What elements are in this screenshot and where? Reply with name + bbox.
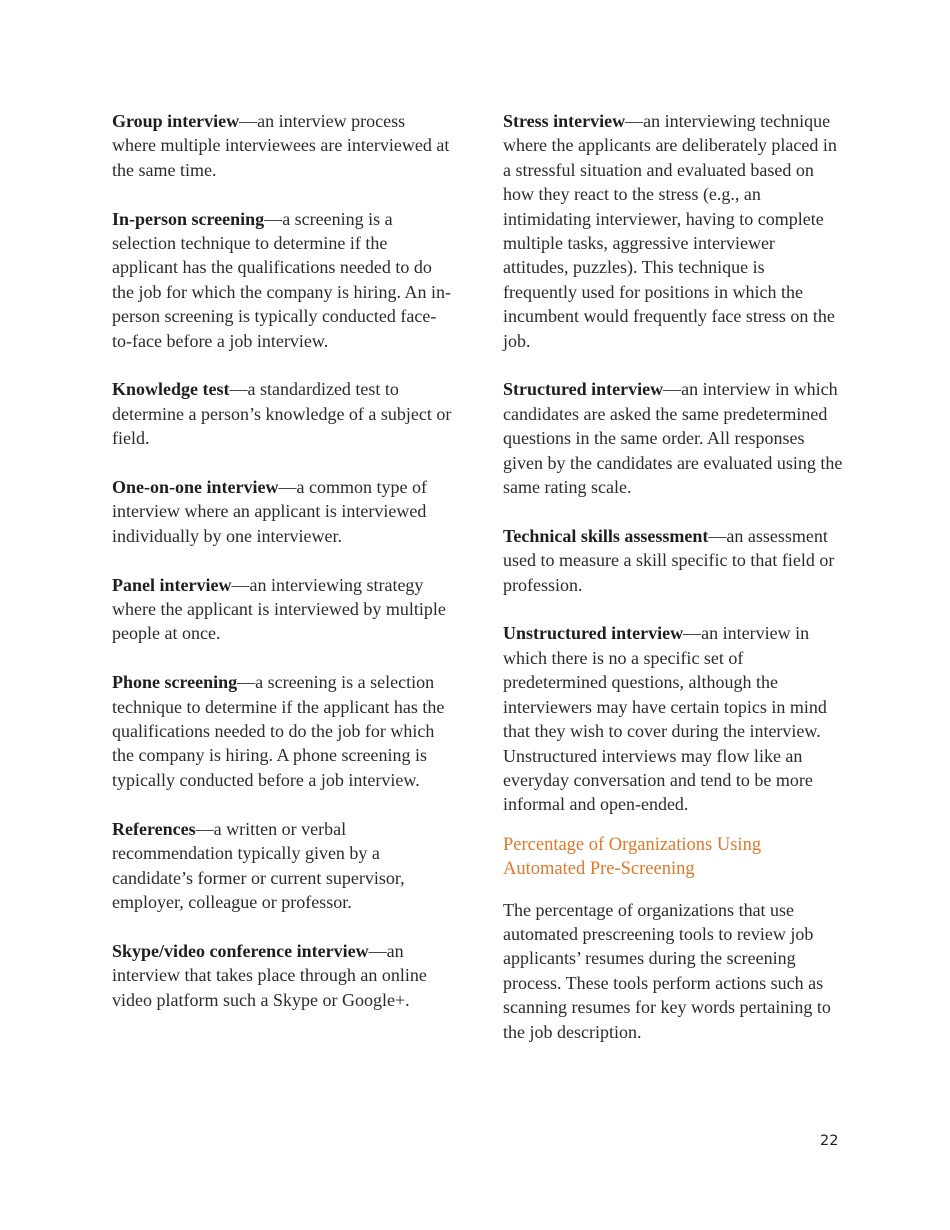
glossary-entry-phone-screening — [112, 670, 452, 792]
glossary-definition: —an interview process where multiple interviewees are interviewed at the same time. — [112, 111, 450, 180]
glossary-definition: —a written or verbal recommendation typically given by a candidate’s former or current supervisor, employer, colleague or professor. — [112, 818, 405, 912]
glossary-definition: —an interviewing strategy where the applicant is interviewed by multiple people at once. — [112, 574, 446, 644]
glossary-entry-structured-interview — [503, 377, 843, 499]
glossary-term: Group interview — [112, 111, 240, 131]
glossary-entry-references — [112, 817, 452, 915]
section-body: The percentage of organizations that use automated prescreening tools to review job applicants’ resumes during the screening process. These tools perform actions such as scanning resumes for key words pertaining to the job description. — [503, 899, 831, 1042]
glossary-definition: —an interviewing technique where the applicants are deliberately placed in a stressful situation and evaluated based on how they react to the stress (e.g., an intimidating interviewer, having to complete multiple tasks, aggressive interviewer attitudes, puzzles). This technique is frequently used for positions in which the incumbent would frequently face stress on the job. — [503, 111, 837, 351]
glossary-entry-one-on-one-interview — [112, 475, 452, 548]
glossary-term: In-person screening — [112, 208, 265, 229]
glossary-entry-unstructured-interview — [503, 621, 843, 816]
glossary-term: One-on-one interview — [112, 477, 279, 498]
glossary-term: References — [112, 818, 196, 839]
glossary-term: Skype/video conference interview — [112, 940, 369, 961]
glossary-entry-panel-interview — [112, 573, 452, 646]
glossary-entry-in-person-screening — [112, 207, 452, 353]
page-number: 22 — [820, 1133, 839, 1149]
glossary-definition: —an interview that takes place through an online video platform such a Skype or Google+. — [112, 940, 427, 1010]
glossary-entry-technical-skills-assessment — [503, 524, 843, 597]
left-column — [112, 109, 452, 1036]
glossary-entry-video-conference-interview — [112, 939, 452, 1012]
section-heading: Percentage of Organizations Using Automated Pre-Screening — [503, 834, 762, 880]
glossary-term: Knowledge test — [112, 379, 230, 400]
glossary-definition: —an interview in which candidates are asked the same predetermined questions in the same order. All responses given by the candidates are evaluated using the same rating scale. — [503, 379, 843, 498]
glossary-term: Technical skills assessment — [503, 525, 709, 546]
glossary-term: Panel interview — [112, 574, 232, 595]
glossary-definition: —a screening is a selection technique to determine if the applicant has the qualifications needed to do the job for which the company is hiring. An in-person screening is typically conducted face-to-face before a job interview. — [112, 208, 451, 351]
glossary-definition: —a common type of interview where an applicant is interviewed individually by one interviewer. — [112, 477, 427, 546]
glossary-definition: —a screening is a selection technique to determine if the applicant has the qualifications needed to do the job for which the company is hiring. A phone screening is typically conducted before a job interview. — [112, 672, 445, 790]
glossary-definition: —an interview in which there is no a specific set of predetermined questions, although the interviewers may have certain topics in mind that they wish to cover during the interview. Unstructured interviews may flow like an everyday conversation and tend to be more informal and open-ended. — [503, 623, 827, 815]
glossary-definition: —a standardized test to determine a person’s knowledge of a subject or field. — [112, 379, 452, 449]
glossary-term: Stress interview — [503, 111, 626, 131]
glossary-term: Unstructured interview — [503, 623, 684, 644]
right-column — [503, 109, 843, 1044]
glossary-term: Phone screening — [112, 672, 238, 693]
glossary-definition: —an assessment used to measure a skill specific to that field or profession. — [503, 525, 835, 595]
glossary-entry-stress-interview — [503, 109, 843, 353]
glossary-term: Structured interview — [503, 379, 664, 400]
glossary-entry-knowledge-test — [112, 377, 452, 450]
glossary-entry-group-interview — [112, 109, 452, 182]
